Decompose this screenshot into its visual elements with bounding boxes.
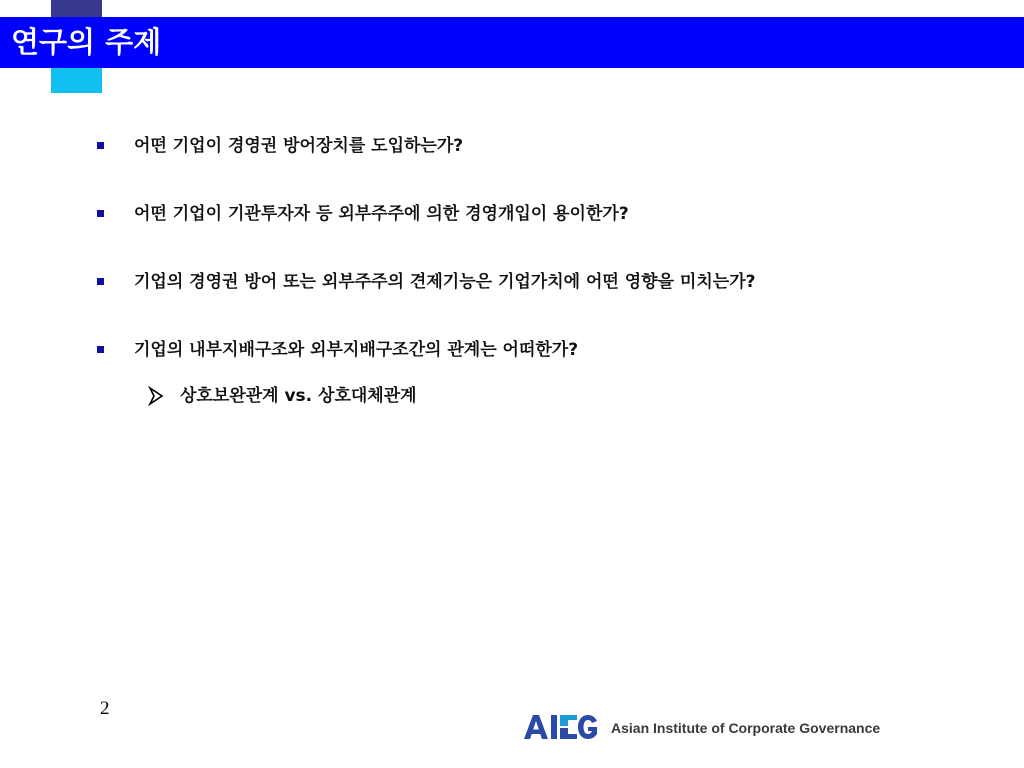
page-number: 2 <box>100 698 110 719</box>
square-bullet-icon <box>97 278 104 285</box>
bullet-text: 기업의 내부지배구조와 외부지배구조간의 관계는 어떠한가? <box>134 340 579 360</box>
square-bullet-icon <box>97 210 104 217</box>
sub-bullet-text: 상호보완관계 vs. 상호대체관계 <box>180 386 417 406</box>
square-bullet-icon <box>97 142 104 149</box>
aicg-logo <box>522 712 602 742</box>
decorative-top-square <box>51 0 102 18</box>
bullet-item <box>0 338 1024 364</box>
bullet-text: 어떤 기업이 경영권 방어장치를 도입하는가? <box>134 136 464 156</box>
square-bullet-icon <box>97 346 104 353</box>
bullet-text: 기업의 경영권 방어 또는 외부주주의 견제기능은 기업가치에 어떤 영향을 미치는가? <box>134 272 756 292</box>
bullet-item <box>0 202 1024 228</box>
slide-title: 연구의 주제 <box>11 25 162 59</box>
bullet-text: 어떤 기업이 기관투자자 등 외부주주에 의한 경영개입이 용이한가? <box>134 204 629 224</box>
arrow-right-outline-icon <box>148 386 164 406</box>
bullet-item <box>0 270 1024 296</box>
organization-name: Asian Institute of Corporate Governance <box>611 720 881 736</box>
decorative-cyan-square <box>51 68 102 93</box>
bullet-item <box>0 134 1024 160</box>
sub-bullet-item <box>0 384 1024 410</box>
